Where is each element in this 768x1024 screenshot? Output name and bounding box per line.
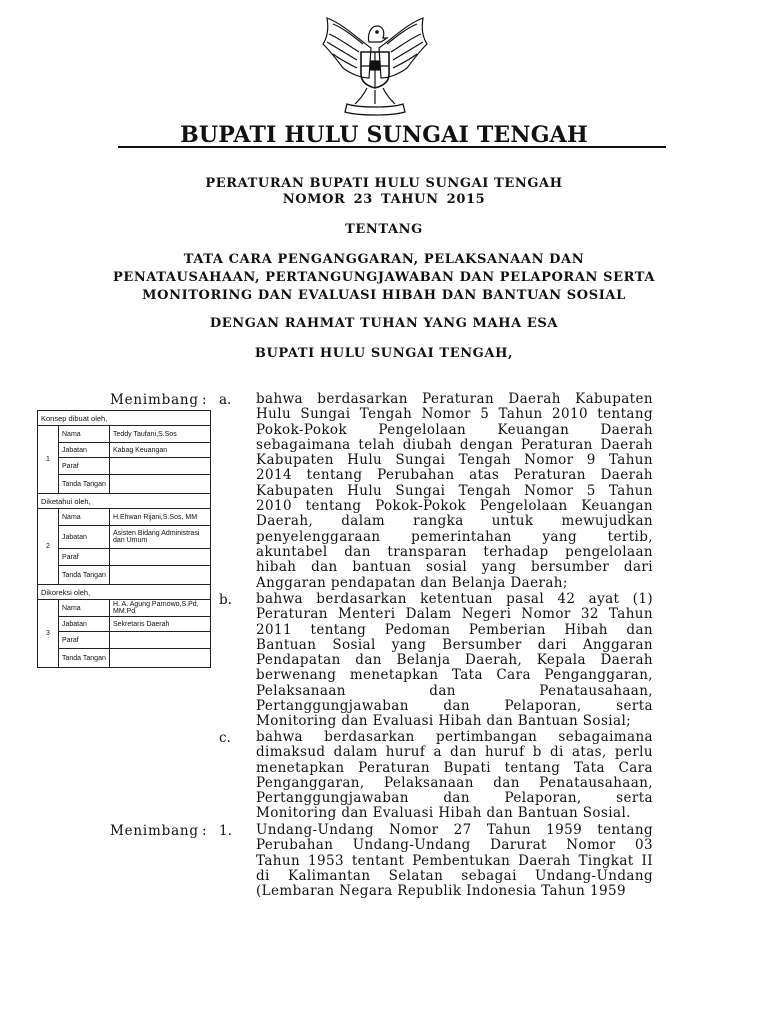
paragraph-line: bahwa berdasarkan Peraturan Daerah Kabupaten xyxy=(256,391,653,407)
paragraph-line: Anggaran pendapatan dan Belanja Daerah; xyxy=(256,574,568,591)
approval-row xyxy=(38,426,211,443)
regulation-bupati: BUPATI HULU SUNGAI TENGAH, xyxy=(254,346,514,361)
approval-section-number: 2 xyxy=(38,509,59,585)
paragraph-line: Pertanggungjawaban dan Pelaporan, serta xyxy=(256,790,653,807)
approval-row-value: H. A. Agung Parnowo,S.Pd, MM.Pd xyxy=(110,600,211,617)
paragraph-line: Pokok-Pokok Pengelolaan Keuangan Daerah xyxy=(256,421,653,438)
paragraph-line: Monitoring dan Evaluasi Hibah dan Bantuan Sosial. xyxy=(256,805,631,822)
menimbang-paragraph-c xyxy=(256,730,653,822)
approval-section-number: 1 xyxy=(38,426,59,494)
approval-row-label: Paraf xyxy=(59,458,110,475)
approval-row xyxy=(38,475,211,494)
paragraph-line: menetapkan Peraturan Bupati tentang Tata Cara xyxy=(256,759,653,776)
approval-row xyxy=(38,600,211,617)
approval-row-value xyxy=(110,649,211,668)
approval-row xyxy=(38,458,211,475)
paragraph-line: (Lembaran Negara Republik Indonesia Tahun 1959 xyxy=(256,883,626,900)
approval-row-label: Paraf xyxy=(59,632,110,649)
approval-section-heading: Konsep dibuat oleh, xyxy=(38,411,211,426)
approval-row-value xyxy=(110,632,211,649)
paragraph-line: dimaksud dalam huruf a dan huruf b di atas, perlu xyxy=(256,744,653,761)
mengingat-colon: : xyxy=(202,823,207,839)
menimbang-paragraph-b xyxy=(256,592,653,730)
paragraph-line: Undang-Undang Nomor 27 Tahun 1959 tentang xyxy=(256,822,653,838)
approval-section-heading: Diketahui oleh, xyxy=(38,494,211,509)
paragraph-line: Perubahan Undang-Undang Darurat Nomor 03 xyxy=(256,837,653,854)
regulation-line-2: NOMOR 23 TAHUN 2015 xyxy=(282,192,486,207)
paragraph-line: bahwa berdasarkan ketentuan pasal 42 ayat (1) xyxy=(256,591,653,607)
paragraph-line: akuntabel dan transparan terhadap pengelolaan xyxy=(256,543,653,560)
paragraph-line: Kabupaten Hulu Sungai Tengah Nomor 5 Tahun xyxy=(256,482,653,499)
approval-section-number: 3 xyxy=(38,600,59,668)
approval-row-value: H.Ehwan Rijani,S.Sos, MM xyxy=(110,509,211,526)
approval-row xyxy=(38,632,211,649)
header-title: BUPATI HULU SUNGAI TENGAH xyxy=(180,122,588,148)
approval-row-value: Asisten Bidang Administrasi dan Umum xyxy=(110,526,211,549)
approval-row-label: Paraf xyxy=(59,549,110,566)
approval-section-header xyxy=(38,411,211,426)
regulation-tentang: TENTANG xyxy=(345,222,423,237)
paragraph-line: Pelaksanaan dan Penatausahaan, xyxy=(256,682,653,699)
regulation-subject-line-1: TATA CARA PENGANGGARAN, PELAKSANAAN DAN xyxy=(183,252,585,267)
mengingat-paragraph-1 xyxy=(256,823,653,899)
paragraph-line: Tahun 1953 tentant Pembentukan Daerah Tingkat II xyxy=(256,852,653,869)
approval-row xyxy=(38,509,211,526)
paragraph-line: Pertanggungjawaban dan Pelaporan, serta xyxy=(256,698,653,715)
paragraph-line: Peraturan Menteri Dalam Negeri Nomor 32 Tahun xyxy=(256,606,653,623)
approval-row-value xyxy=(110,475,211,494)
approval-row-value: Kabag Keuangan xyxy=(110,443,211,458)
regulation-rahmat: DENGAN RAHMAT TUHAN YANG MAHA ESA xyxy=(209,316,559,331)
approval-row-label: Nama xyxy=(59,426,110,443)
approval-row-label: Jabatan xyxy=(59,526,110,549)
header-rule xyxy=(118,146,666,148)
approval-row-label: Jabatan xyxy=(59,617,110,632)
menimbang-paragraph-a xyxy=(256,392,653,591)
regulation-subject-line-2: PENATAUSAHAAN, PERTANGUNGJAWABAN DAN PELAPORAN SERTA xyxy=(112,270,656,285)
approval-row-label: Nama xyxy=(59,600,110,617)
approval-section-header xyxy=(38,585,211,600)
menimbang-label: Menimbang xyxy=(110,392,199,408)
approval-row-label: Tanda Tangan xyxy=(59,475,110,494)
paragraph-line: Kabupaten Hulu Sungai Tengah Nomor 9 Tahun xyxy=(256,452,653,469)
paragraph-line: hibah dan bantuan sosial yang bersumber dari xyxy=(256,559,653,576)
approval-row xyxy=(38,617,211,632)
approval-row-value: Sekretaris Daerah xyxy=(110,617,211,632)
approval-row xyxy=(38,549,211,566)
approval-row-label: Nama xyxy=(59,509,110,526)
paragraph-line: bahwa berdasarkan pertimbangan sebagaimana xyxy=(256,729,653,745)
mengingat-label: Menimbang xyxy=(110,823,199,839)
approval-row xyxy=(38,649,211,668)
approval-section-header xyxy=(38,494,211,509)
paragraph-line: Monitoring dan Evaluasi Hibah dan Bantuan Sosial; xyxy=(256,713,632,730)
paragraph-line: 2011 tentang Pedoman Pemberian Hibah dan xyxy=(256,621,653,638)
paragraph-line: 2014 tentang Perubahan atas Peraturan Daerah xyxy=(256,467,653,484)
menimbang-marker-c: c. xyxy=(219,730,231,746)
paragraph-line: sebagaimana telah diubah dengan Peraturan Daerah xyxy=(256,436,653,453)
approval-table xyxy=(37,410,211,668)
approval-row-label: Tanda Tangan xyxy=(59,649,110,668)
paragraph-line: di Kalimantan Selatan sebagai Undang-Undang xyxy=(256,867,653,884)
approval-section-heading: Dikoreksi oleh, xyxy=(38,585,211,600)
approval-row-label: Jabatan xyxy=(59,443,110,458)
paragraph-line: penyelenggaraan pemerintahan yang tertib, xyxy=(256,528,653,545)
approval-row-value xyxy=(110,566,211,585)
regulation-subject-line-3: MONITORING DAN EVALUASI HIBAH DAN BANTUAN SOSIAL xyxy=(142,288,626,303)
menimbang-colon: : xyxy=(202,392,207,408)
approval-row xyxy=(38,566,211,585)
approval-row xyxy=(38,443,211,458)
paragraph-line: berwenang menetapkan Tata Cara Penganggaran, xyxy=(256,667,653,684)
paragraph-line: Hulu Sungai Tengah Nomor 5 Tahun 2010 tentang xyxy=(256,406,653,423)
menimbang-marker-b: b. xyxy=(219,592,232,608)
paragraph-line: 2010 tentang Pokok-Pokok Pengelolaan Keuangan xyxy=(256,498,653,515)
menimbang-marker-a: a. xyxy=(219,392,232,408)
paragraph-line: Bantuan Sosial yang Bersumber dari Anggaran xyxy=(256,636,653,653)
approval-row xyxy=(38,526,211,549)
regulation-line-1: PERATURAN BUPATI HULU SUNGAI TENGAH xyxy=(205,176,563,191)
garuda-emblem-icon xyxy=(313,8,437,120)
paragraph-line: Pendapatan dan Belanja Daerah, Kepala Daerah xyxy=(256,652,653,669)
approval-row-value xyxy=(110,458,211,475)
paragraph-line: Daerah, dalam rangka untuk mewujudkan xyxy=(256,513,653,530)
approval-row-value: Teddy Taufani,S.Sos xyxy=(110,426,211,443)
mengingat-marker-1: 1. xyxy=(219,823,232,839)
approval-row-value xyxy=(110,549,211,566)
paragraph-line: Penganggaran, Pelaksanaan dan Penatausahaan, xyxy=(256,774,653,791)
approval-row-label: Tanda Tangan xyxy=(59,566,110,585)
